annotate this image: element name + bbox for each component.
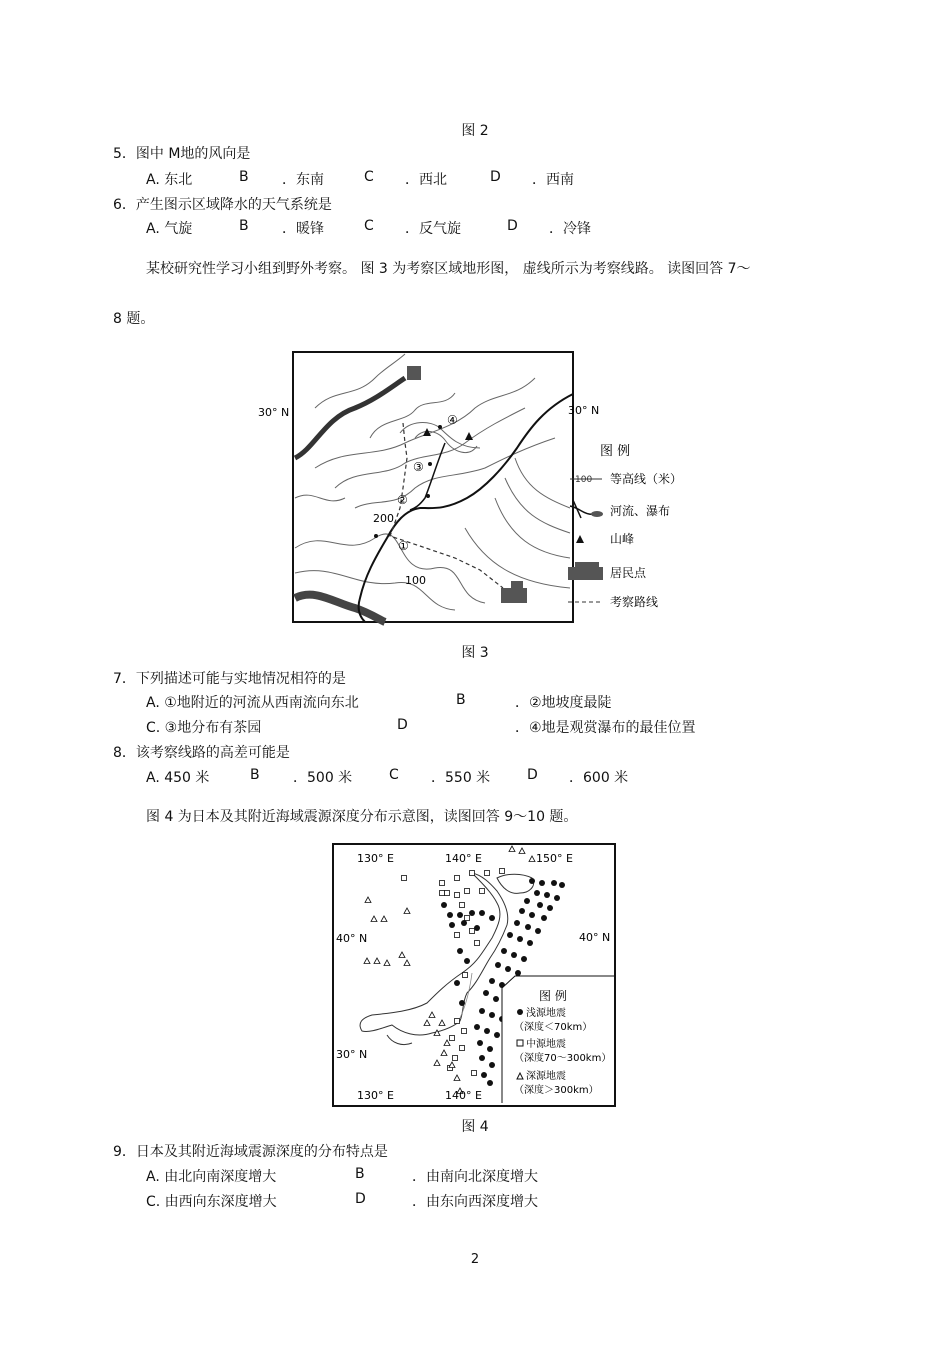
point-1-dot	[374, 534, 378, 538]
option-b-letter: B	[239, 218, 249, 234]
lon-top-140: 140° E	[445, 852, 482, 865]
page-number: 2	[470, 1252, 480, 1267]
shallow-quake-40	[489, 1062, 495, 1068]
mid-quake-12	[470, 929, 475, 934]
legend-route-text: 考察路线	[610, 595, 659, 609]
option-b-letter: B	[456, 692, 466, 708]
option-b-letter: B	[239, 169, 249, 185]
shallow-quake-15	[535, 928, 541, 934]
shallow-quake-28	[483, 990, 489, 996]
point-1-label: ①	[398, 539, 409, 553]
legend-river-text: 河流、瀑布	[610, 504, 671, 518]
shallow-quake-35	[484, 1028, 490, 1034]
lat-left-30: 30° N	[336, 1048, 368, 1061]
option-a: A. 气旋	[146, 221, 193, 237]
legend-title: 图 例	[600, 444, 631, 459]
shallow-quake-5	[544, 892, 550, 898]
legend-peak-icon	[576, 535, 584, 543]
shallow-quake-12	[541, 915, 547, 921]
settlement-north	[407, 366, 421, 380]
intro-9-10: 图 4 为日本及其附近海域震源深度分布示意图，读图回答 9～10 题。	[146, 809, 578, 825]
option-d-text: ．④地是观赏瀑布的最佳位置	[515, 720, 696, 736]
shallow-quake-11	[529, 912, 535, 918]
shallow-quake-6	[554, 895, 560, 901]
option-c-letter: C	[389, 767, 399, 783]
lon-bottom-130: 130° E	[357, 1089, 394, 1102]
option-c: C. ③地分布有茶园	[146, 720, 262, 736]
option-c-text: ．反气旋	[405, 221, 461, 237]
mid-quake-23	[440, 891, 445, 896]
mid-quake-3	[470, 871, 475, 876]
option-d-text: ．西南	[532, 172, 574, 188]
option-a: A. 由北向南深度增大	[146, 1169, 277, 1185]
mid-quake-20	[453, 1056, 458, 1061]
figure-3-caption: 图 3	[461, 645, 489, 661]
shallow-quake-21	[521, 956, 527, 962]
mid-quake-9	[480, 889, 485, 894]
question-8-stem: 8．该考察线路的高差可能是	[113, 745, 290, 761]
option-a: A. 450 米	[146, 770, 210, 786]
contour-label-200: 200	[373, 512, 394, 525]
point-4-dot	[438, 425, 442, 429]
option-c-text: ．550 米	[431, 770, 491, 786]
legend-mid-icon	[517, 1040, 523, 1046]
legend-contour-sample: 100	[575, 475, 593, 485]
lon-top-150: 150° E	[536, 852, 573, 865]
mid-quake-1	[440, 881, 445, 886]
shallow-quake-47	[479, 910, 485, 916]
shallow-quake-8	[537, 902, 543, 908]
mid-quake-11	[465, 916, 470, 921]
shallow-quake-48	[489, 915, 495, 921]
legend-shallow-depth: （深度＜70km）	[514, 1022, 593, 1033]
figure-2-caption: 图 2	[461, 123, 489, 139]
option-d-text: ．由东向西深度增大	[412, 1194, 538, 1210]
shallow-quake-55	[459, 1000, 465, 1006]
legend-peak-text: 山峰	[610, 532, 635, 546]
mid-quake-15	[463, 973, 468, 978]
shallow-quake-37	[477, 1040, 483, 1046]
figure-3-map	[255, 348, 695, 628]
shallow-quake-0	[529, 878, 535, 884]
point-3-label: ③	[413, 460, 424, 474]
mid-quake-2	[455, 876, 460, 881]
contour-label-100: 100	[405, 574, 426, 587]
shallow-quake-1	[539, 880, 545, 886]
shallow-quake-4	[534, 890, 540, 896]
option-c-text: ．西北	[405, 172, 447, 188]
mid-quake-5	[500, 869, 505, 874]
shallow-quake-3	[559, 882, 565, 888]
question-6-stem: 6．产生图示区域降水的天气系统是	[113, 197, 332, 213]
shallow-quake-46	[469, 910, 475, 916]
mid-quake-22	[472, 1071, 477, 1076]
legend-shallow-icon	[517, 1009, 523, 1015]
option-b-text: ．500 米	[293, 770, 353, 786]
option-b-text: ．东南	[282, 172, 324, 188]
option-b-letter: B	[250, 767, 260, 783]
shallow-quake-49	[449, 922, 455, 928]
lat-left-40: 40° N	[336, 932, 368, 945]
point-4-label: ④	[447, 413, 458, 427]
legend-shallow: 浅源地震	[526, 1008, 566, 1019]
mid-quake-18	[450, 1036, 455, 1041]
shallow-quake-7	[524, 898, 530, 904]
map-frame	[293, 352, 573, 622]
mid-quake-8	[465, 889, 470, 894]
legend-deep: 深源地震	[526, 1071, 566, 1082]
legend-deep-depth: （深度＞300km）	[514, 1085, 599, 1096]
lat-right-40: 40° N	[579, 931, 611, 944]
shallow-quake-19	[501, 948, 507, 954]
shallow-quake-54	[454, 980, 460, 986]
shallow-quake-20	[511, 952, 517, 958]
shallow-quake-18	[527, 940, 533, 946]
legend-contour-text: 等高线（米）	[610, 472, 683, 486]
mid-quake-0	[402, 876, 407, 881]
figure-4-map	[332, 843, 617, 1108]
option-c-letter: C	[364, 218, 374, 234]
question-9-stem: 9．日本及其附近海域震源深度的分布特点是	[113, 1144, 388, 1160]
shallow-quake-32	[489, 1012, 495, 1018]
point-2-label: ②	[397, 493, 408, 507]
option-d-text: ．600 米	[569, 770, 629, 786]
option-d-letter: D	[527, 767, 538, 783]
shallow-quake-31	[479, 1008, 485, 1014]
shallow-quake-2	[551, 880, 557, 886]
legend-mid: 中源地震	[526, 1039, 566, 1050]
mid-quake-17	[462, 1029, 467, 1034]
shallow-quake-22	[495, 962, 501, 968]
shallow-quake-23	[505, 966, 511, 972]
point-2-dot	[426, 494, 430, 498]
shallow-quake-13	[514, 920, 520, 926]
lon-top-130: 130° E	[357, 852, 394, 865]
shallow-quake-53	[464, 958, 470, 964]
shallow-quake-43	[441, 902, 447, 908]
mid-quake-19	[460, 1046, 465, 1051]
intro-7-8-line2: 8 题。	[113, 311, 155, 327]
option-d-letter: D	[397, 717, 408, 733]
shallow-quake-45	[457, 912, 463, 918]
option-c: C. 由西向东深度增大	[146, 1194, 277, 1210]
shallow-quake-38	[487, 1046, 493, 1052]
option-d-letter: D	[507, 218, 518, 234]
shallow-quake-25	[489, 978, 495, 984]
option-d-letter: D	[490, 169, 501, 185]
shallow-quake-52	[457, 948, 463, 954]
question-5-stem: 5．图中 M地的风向是	[113, 146, 251, 162]
option-b-letter: B	[355, 1166, 365, 1182]
mid-quake-10	[460, 903, 465, 908]
option-b-text: ．由南向北深度增大	[412, 1169, 538, 1185]
shallow-quake-29	[493, 996, 499, 1002]
mid-quake-6	[445, 891, 450, 896]
lat-label-left: 30° N	[258, 406, 290, 419]
shallow-quake-50	[461, 920, 467, 926]
figure-3-legend	[568, 444, 682, 609]
shallow-quake-10	[519, 908, 525, 914]
shallow-quake-36	[494, 1032, 500, 1038]
shallow-quake-34	[474, 1024, 480, 1030]
option-b-text: ．②地坡度最陡	[515, 695, 612, 711]
mid-quake-16	[455, 1019, 460, 1024]
shallow-quake-44	[447, 912, 453, 918]
shallow-quake-42	[487, 1080, 493, 1086]
legend-title: 图 例	[539, 989, 567, 1003]
shallow-quake-17	[517, 936, 523, 942]
intro-7-8-line1: 某校研究性学习小组到野外考察。 图 3 为考察区域地形图， 虚线所示为考察线路。 读图回答 7～	[146, 261, 751, 277]
legend-settlement-text: 居民点	[610, 566, 647, 580]
mid-quake-7	[455, 893, 460, 898]
shallow-quake-41	[481, 1072, 487, 1078]
shallow-quake-39	[479, 1055, 485, 1061]
option-a: A. ①地附近的河流从西南流向东北	[146, 695, 359, 711]
mid-quake-4	[485, 871, 490, 876]
shallow-quake-9	[547, 905, 553, 911]
lat-label-right: 30° N	[568, 404, 600, 417]
figure-4-caption: 图 4	[461, 1119, 489, 1135]
option-a: A. 东北	[146, 172, 193, 188]
option-c-letter: C	[364, 169, 374, 185]
point-3-dot	[428, 462, 432, 466]
shallow-quake-16	[507, 932, 513, 938]
mid-quake-14	[475, 941, 480, 946]
lon-bottom-140: 140° E	[445, 1089, 482, 1102]
shallow-quake-24	[515, 970, 521, 976]
option-d-text: ．冷锋	[549, 221, 591, 237]
option-b-text: ．暖锋	[282, 221, 324, 237]
legend-mid-depth: （深度70～300km）	[514, 1053, 612, 1064]
option-d-letter: D	[355, 1191, 366, 1207]
mid-quake-13	[455, 933, 460, 938]
map-frame	[333, 844, 615, 1106]
shallow-quake-14	[525, 924, 531, 930]
question-7-stem: 7．下列描述可能与实地情况相符的是	[113, 671, 346, 687]
